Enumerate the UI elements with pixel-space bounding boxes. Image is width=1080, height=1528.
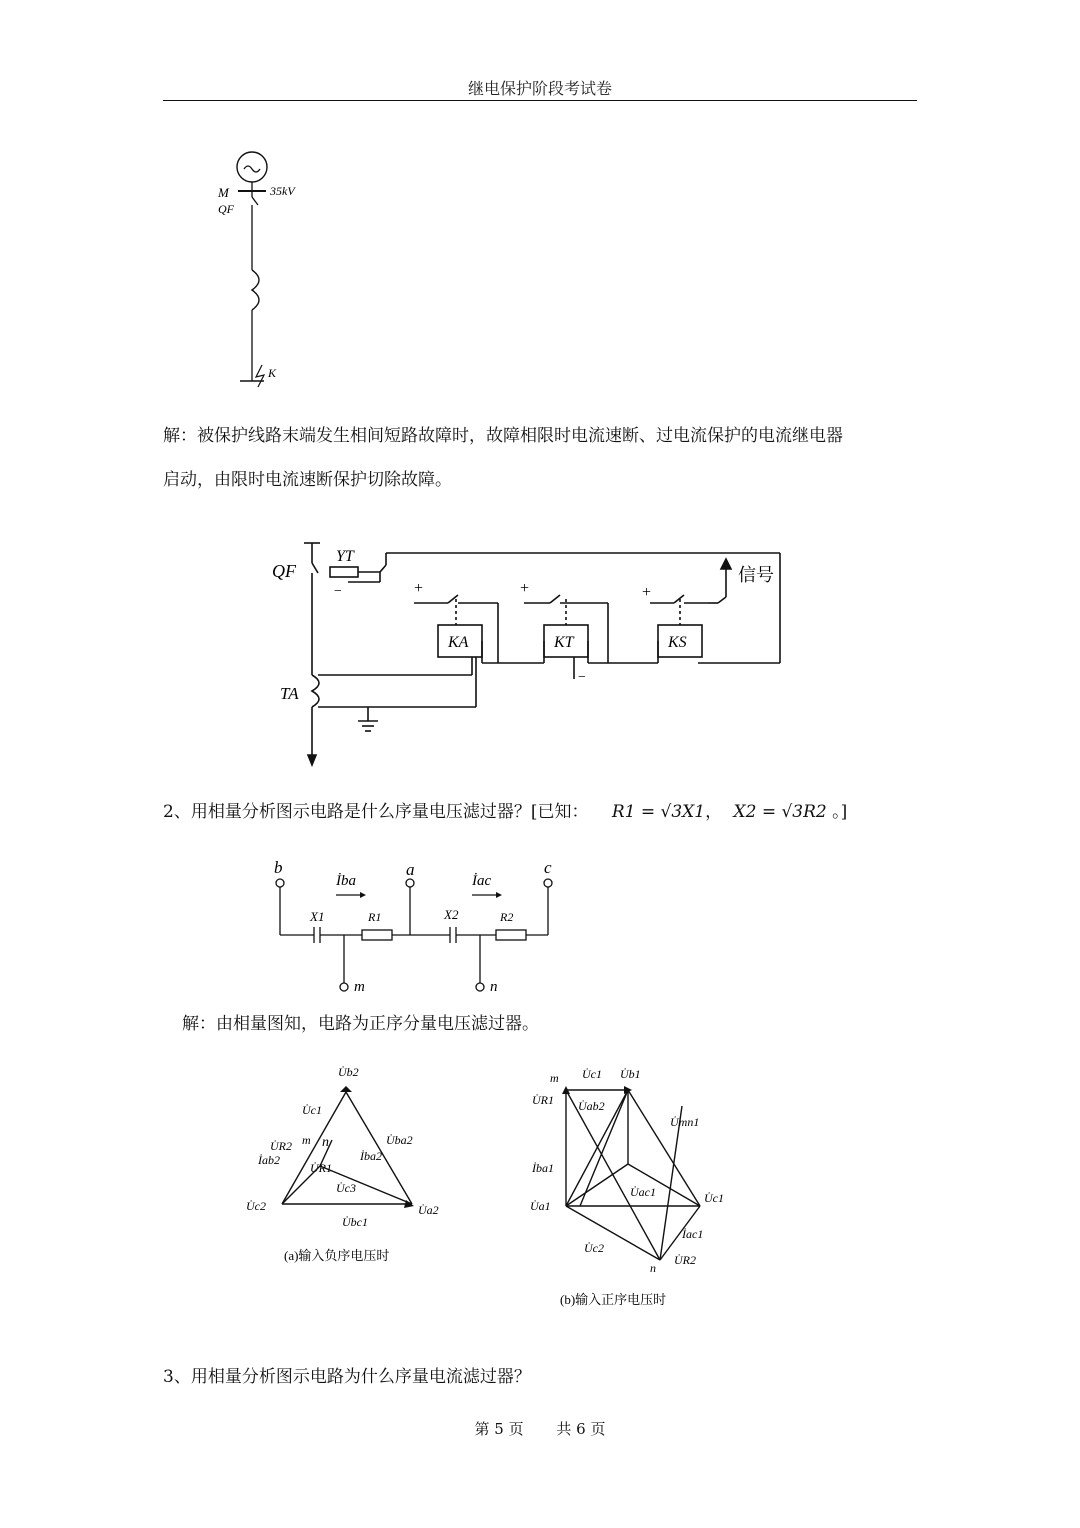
trip-coil-yt: [330, 567, 358, 577]
label-iac: İac: [472, 873, 492, 889]
label-uc2: U̇c2: [246, 1199, 266, 1213]
label-r1: R1: [368, 910, 382, 924]
label-k: K: [268, 366, 277, 380]
label-plus-kt: +: [520, 580, 530, 597]
label-ub1: U̇b1: [620, 1067, 641, 1081]
label-minus-kt: −: [578, 670, 586, 685]
label-r2: R2: [500, 910, 514, 924]
label-x1: X1: [310, 909, 325, 924]
caption-a: (a)输入负序电压时: [284, 1248, 390, 1263]
fault-arrow-icon: [256, 365, 264, 387]
resistor-r1: [362, 930, 392, 940]
current-transformer-icon: [312, 675, 319, 707]
node-c: c: [544, 858, 552, 877]
answer1-line2: 启动，由限时电流速断保护切除故障。: [163, 470, 452, 490]
node-n: n: [490, 979, 498, 995]
label-m: M: [218, 185, 229, 200]
phasor-diagram-b: [520, 1060, 740, 1310]
footer-total: 共 6 页: [556, 1420, 606, 1438]
fig3-filter-circuit: [264, 855, 584, 1005]
node-a: a: [406, 860, 415, 879]
label-qf: QF: [272, 561, 296, 581]
page-footer: [0, 1418, 1080, 1439]
label-minus-yt: −: [334, 584, 342, 599]
label-yt: YT: [336, 548, 354, 565]
label-umn1: U̇mn1: [670, 1115, 700, 1129]
phasor-diagram-a: [240, 1058, 460, 1268]
resistor-r2: [496, 930, 526, 940]
breaker-icon: [252, 197, 258, 205]
node-m: m: [354, 979, 365, 995]
label-ubc1: U̇bc1: [342, 1215, 368, 1229]
label-plus-ka: +: [414, 580, 424, 597]
caption-b: (b)输入正序电压时: [560, 1292, 667, 1307]
label-ka: KA: [448, 634, 469, 651]
fig1-single-line-diagram: [200, 145, 340, 395]
label-ub2: U̇b2: [338, 1065, 359, 1079]
label-ua1: U̇a1: [530, 1199, 551, 1213]
label-qf: QF: [218, 202, 234, 216]
label-n: n: [322, 1135, 329, 1150]
label-iab2: İab2: [258, 1153, 280, 1167]
label-voltage: 35kV: [270, 184, 295, 198]
label-uc1-right: U̇c1: [704, 1191, 724, 1205]
label-plus-ks: +: [642, 584, 652, 601]
question2: [163, 790, 923, 834]
page-header-title: 继电保护阶段考试卷: [467, 79, 612, 98]
label-m: m: [550, 1071, 559, 1085]
label-iba: İba: [336, 873, 356, 889]
question2-formula1: R1 = √3X1: [611, 802, 706, 822]
label-uab2: U̇ab2: [578, 1099, 605, 1113]
label-iac1: İac1: [682, 1227, 704, 1241]
label-signal: 信号: [738, 565, 774, 585]
label-ur2: U̇R2: [270, 1139, 292, 1153]
label-x2: X2: [444, 907, 459, 922]
label-ur1: U̇R1: [310, 1161, 332, 1175]
label-uc3: U̇c3: [336, 1181, 356, 1195]
label-m: m: [302, 1133, 311, 1147]
question2-formula2: X2 = √3R2: [733, 802, 827, 822]
generator-icon: [237, 152, 267, 182]
node-b: b: [274, 858, 283, 877]
footer-page: 第 5 页: [474, 1420, 524, 1438]
label-ks: KS: [668, 634, 687, 651]
label-ua2: U̇a2: [418, 1203, 439, 1217]
question2-sep: ，: [705, 802, 723, 822]
label-ta: TA: [280, 684, 299, 703]
reactor-icon: [252, 270, 259, 310]
question2-text: 2、用相量分析图示电路是什么序量电压滤过器？[已知：: [163, 802, 589, 822]
label-uba2: U̇ba2: [386, 1133, 413, 1147]
label-n: n: [650, 1261, 656, 1275]
label-uac1: U̇ac1: [630, 1185, 656, 1199]
label-uc2: U̇c2: [584, 1241, 604, 1255]
question2-end: 。]: [832, 802, 848, 822]
label-uc1: U̇c1: [302, 1103, 322, 1117]
label-iba2: İba2: [360, 1149, 382, 1163]
fig2-protection-circuit: [268, 535, 798, 775]
label-kt: KT: [554, 634, 574, 651]
label-iba1: İba1: [532, 1161, 554, 1175]
answer2: 解：由相量图知，电路为正序分量电压滤过器。: [182, 1014, 539, 1034]
label-uc1-top: U̇c1: [582, 1067, 602, 1081]
breaker-contact-icon: [312, 563, 318, 573]
header-rule: [163, 100, 917, 101]
answer1-line1: 解：被保护线路末端发生相间短路故障时，故障相限时电流速断、过电流保护的电流继电器: [163, 426, 843, 446]
label-ur1: U̇R1: [532, 1093, 554, 1107]
label-ur2: U̇R2: [674, 1253, 696, 1267]
question3: 3、用相量分析图示电路为什么序量电流滤过器？: [163, 1367, 531, 1387]
